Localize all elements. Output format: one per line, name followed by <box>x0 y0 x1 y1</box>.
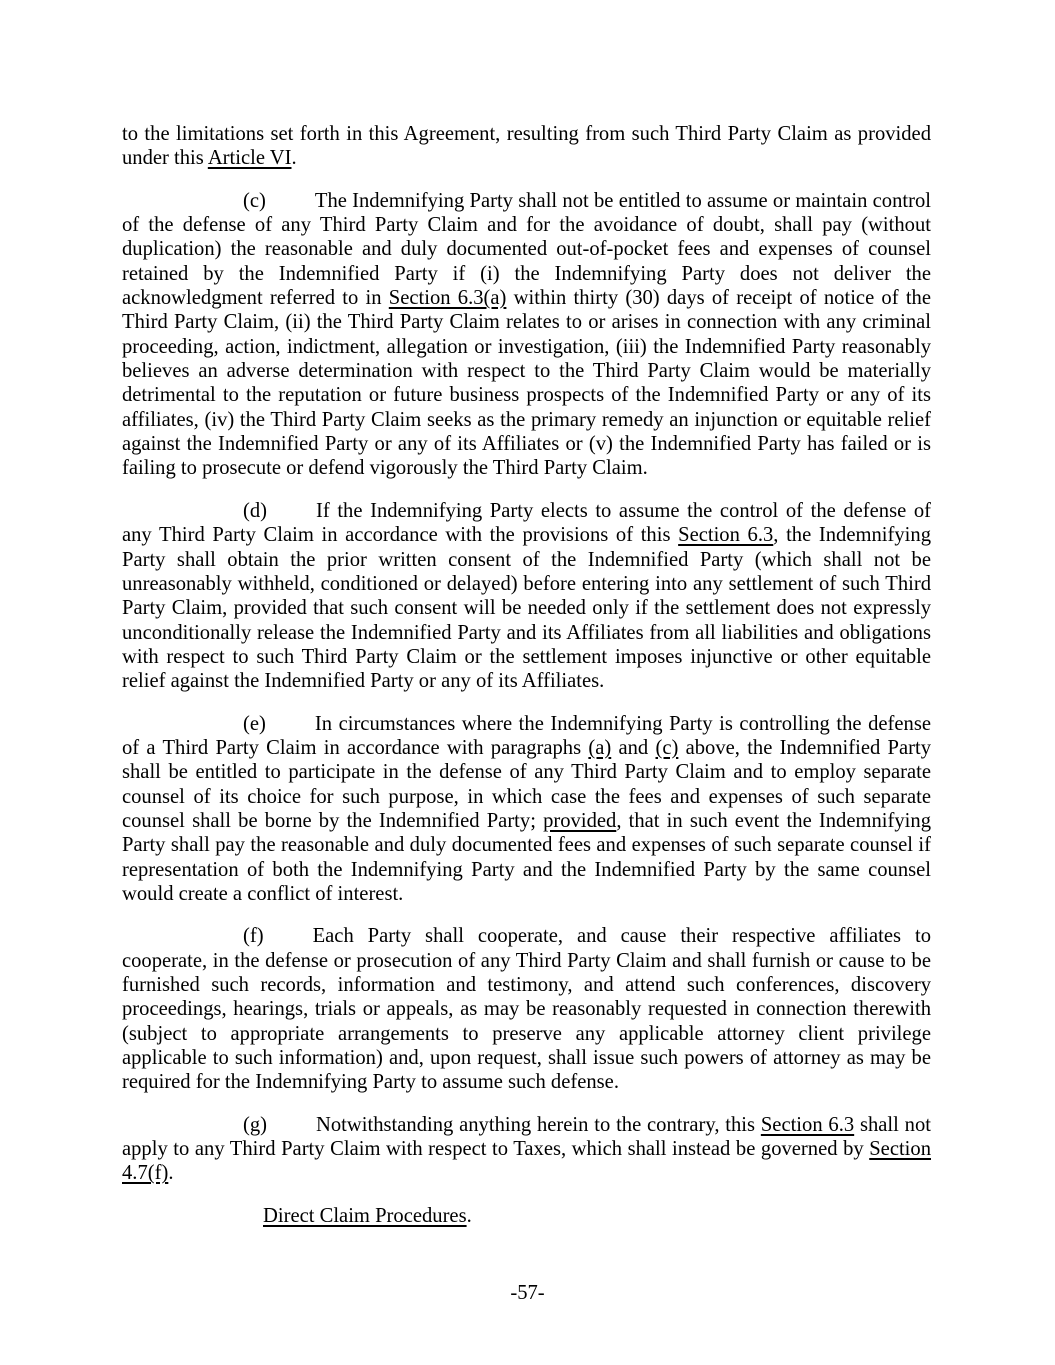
paragraph-label-e: (e) <box>243 712 266 735</box>
text-run: Notwithstanding anything herein to the contrary, this <box>316 1113 761 1136</box>
text-run: above, the Indemnified Party shall be entitled to participate in the defense of any Third Party Claim and to employ separate counsel of its choice for such purpose, in which case the fees and expenses of such separate counsel shall be borne by the Indemnified Party; <box>122 736 931 832</box>
heading-text: Direct Claim Procedures <box>263 1204 467 1227</box>
section-6-3-reference: Section 6.3 <box>678 524 774 547</box>
paragraph-label-c: (c) <box>243 189 266 212</box>
paragraph-c-reference: (c) <box>655 736 679 759</box>
section-4-7f-reference: Section 4.7(f) <box>122 1138 931 1185</box>
paragraph-continuation <box>122 122 931 171</box>
proviso-term: provided <box>543 809 617 832</box>
paragraph-label-g: (g) <box>243 1113 268 1136</box>
text-run: , that in such event the Indemnifying Party shall pay the reasonable and duly documented fees and expenses of such separate counsel if representation of both the Indemnifying Party and the Indemnified Party by the same counsel would create a conflict of interest. <box>122 809 931 905</box>
paragraph-label-f: (f) <box>243 925 264 948</box>
paragraph-a-reference: (a) <box>588 736 612 759</box>
text-run: , the Indemnifying Party shall obtain the prior written consent of the Indemnified Party (which shall not be unreasonably withheld, conditioned or delayed) before entering into any settlement of such Third Party Claim, provided that such consent will be needed only if the settlement does not expressly unconditionally release the Indemnified Party and its Affiliates from all liabilities and obligations with respect to such Third Party Claim or the settlement imposes injunctive or other equitable relief against the Indemnified Party or any of its Affiliates. <box>122 524 931 693</box>
heading-period: . <box>466 1204 472 1227</box>
text-run: . <box>291 147 297 170</box>
paragraph-c <box>122 189 931 481</box>
paragraph-d <box>122 499 931 694</box>
page-number: -57- <box>510 1282 545 1304</box>
text-run: and <box>611 736 656 759</box>
section-6-3a-reference: Section 6.3(a) <box>388 287 507 310</box>
document-page <box>122 122 931 1228</box>
text-run: . <box>168 1162 174 1185</box>
text-run: Each Party shall cooperate, and cause their respective affiliates to cooperate, in the defense or prosecution of any Third Party Claim and shall furnish or cause to be furnished such records, information and testimony, and attend such conferences, discovery proceedings, hearings, trials or appeals, as may be reasonably requested in connection therewith (subject to appropriate arrangements to preserve any applicable attorney client privilege applicable to such information) and, upon request, shall issue such powers of attorney as may be required for the Indemnifying Party to assume such defense. <box>122 925 931 1094</box>
paragraph-f <box>122 924 931 1094</box>
paragraph-label-d: (d) <box>243 499 268 522</box>
text-run: If the Indemnifying Party elects to assume the control of the defense of any Third Party Claim in accordance with the provisions of this <box>122 499 931 547</box>
text-run: to the limitations set forth in this Agreement, resulting from such Third Party Claim as provided under this <box>122 123 931 170</box>
text-run: shall not apply to any Third Party Claim with respect to Taxes, which shall instead be governed by <box>122 1113 931 1161</box>
direct-claim-procedures-heading <box>122 1204 931 1228</box>
paragraph-e <box>122 712 931 907</box>
section-6-3-reference: Section 6.3 <box>760 1113 855 1136</box>
text-run: In circumstances where the Indemnifying Party is controlling the defense of a Third Party Claim in accordance with paragraphs <box>122 712 931 759</box>
paragraph-g <box>122 1113 931 1186</box>
text-run: The Indemnifying Party shall not be entitled to assume or maintain control of the defense of any Third Party Claim and for the avoidance of doubt, shall pay (without duplication) the reasonable and duly documented out-of-pocket fees and expenses of counsel retained by the Indemnified Party if (i) the Indemnifying Party does not deliver the acknowledgment referred to in <box>122 189 931 310</box>
text-run: within thirty (30) days of receipt of notice of the Third Party Claim, (ii) the Third Party Claim relates to or arises in connection with any criminal proceeding, action, indictment, allegation or investigation, (iii) the Indemnified Party reasonably believes an adverse determination with respect to the Third Party Claim would be materially detrimental to the reputation or future business prospects of the Indemnified Party or any of its affiliates, (iv) the Third Party Claim seeks as the primary remedy an injunction or equitable relief against the Indemnified Party or any of its Affiliates or (v) the Indemnified Party has failed or is failing to prosecute or defend vigorously the Third Party Claim. <box>122 287 931 480</box>
article-vi-reference: Article VI <box>207 147 292 170</box>
